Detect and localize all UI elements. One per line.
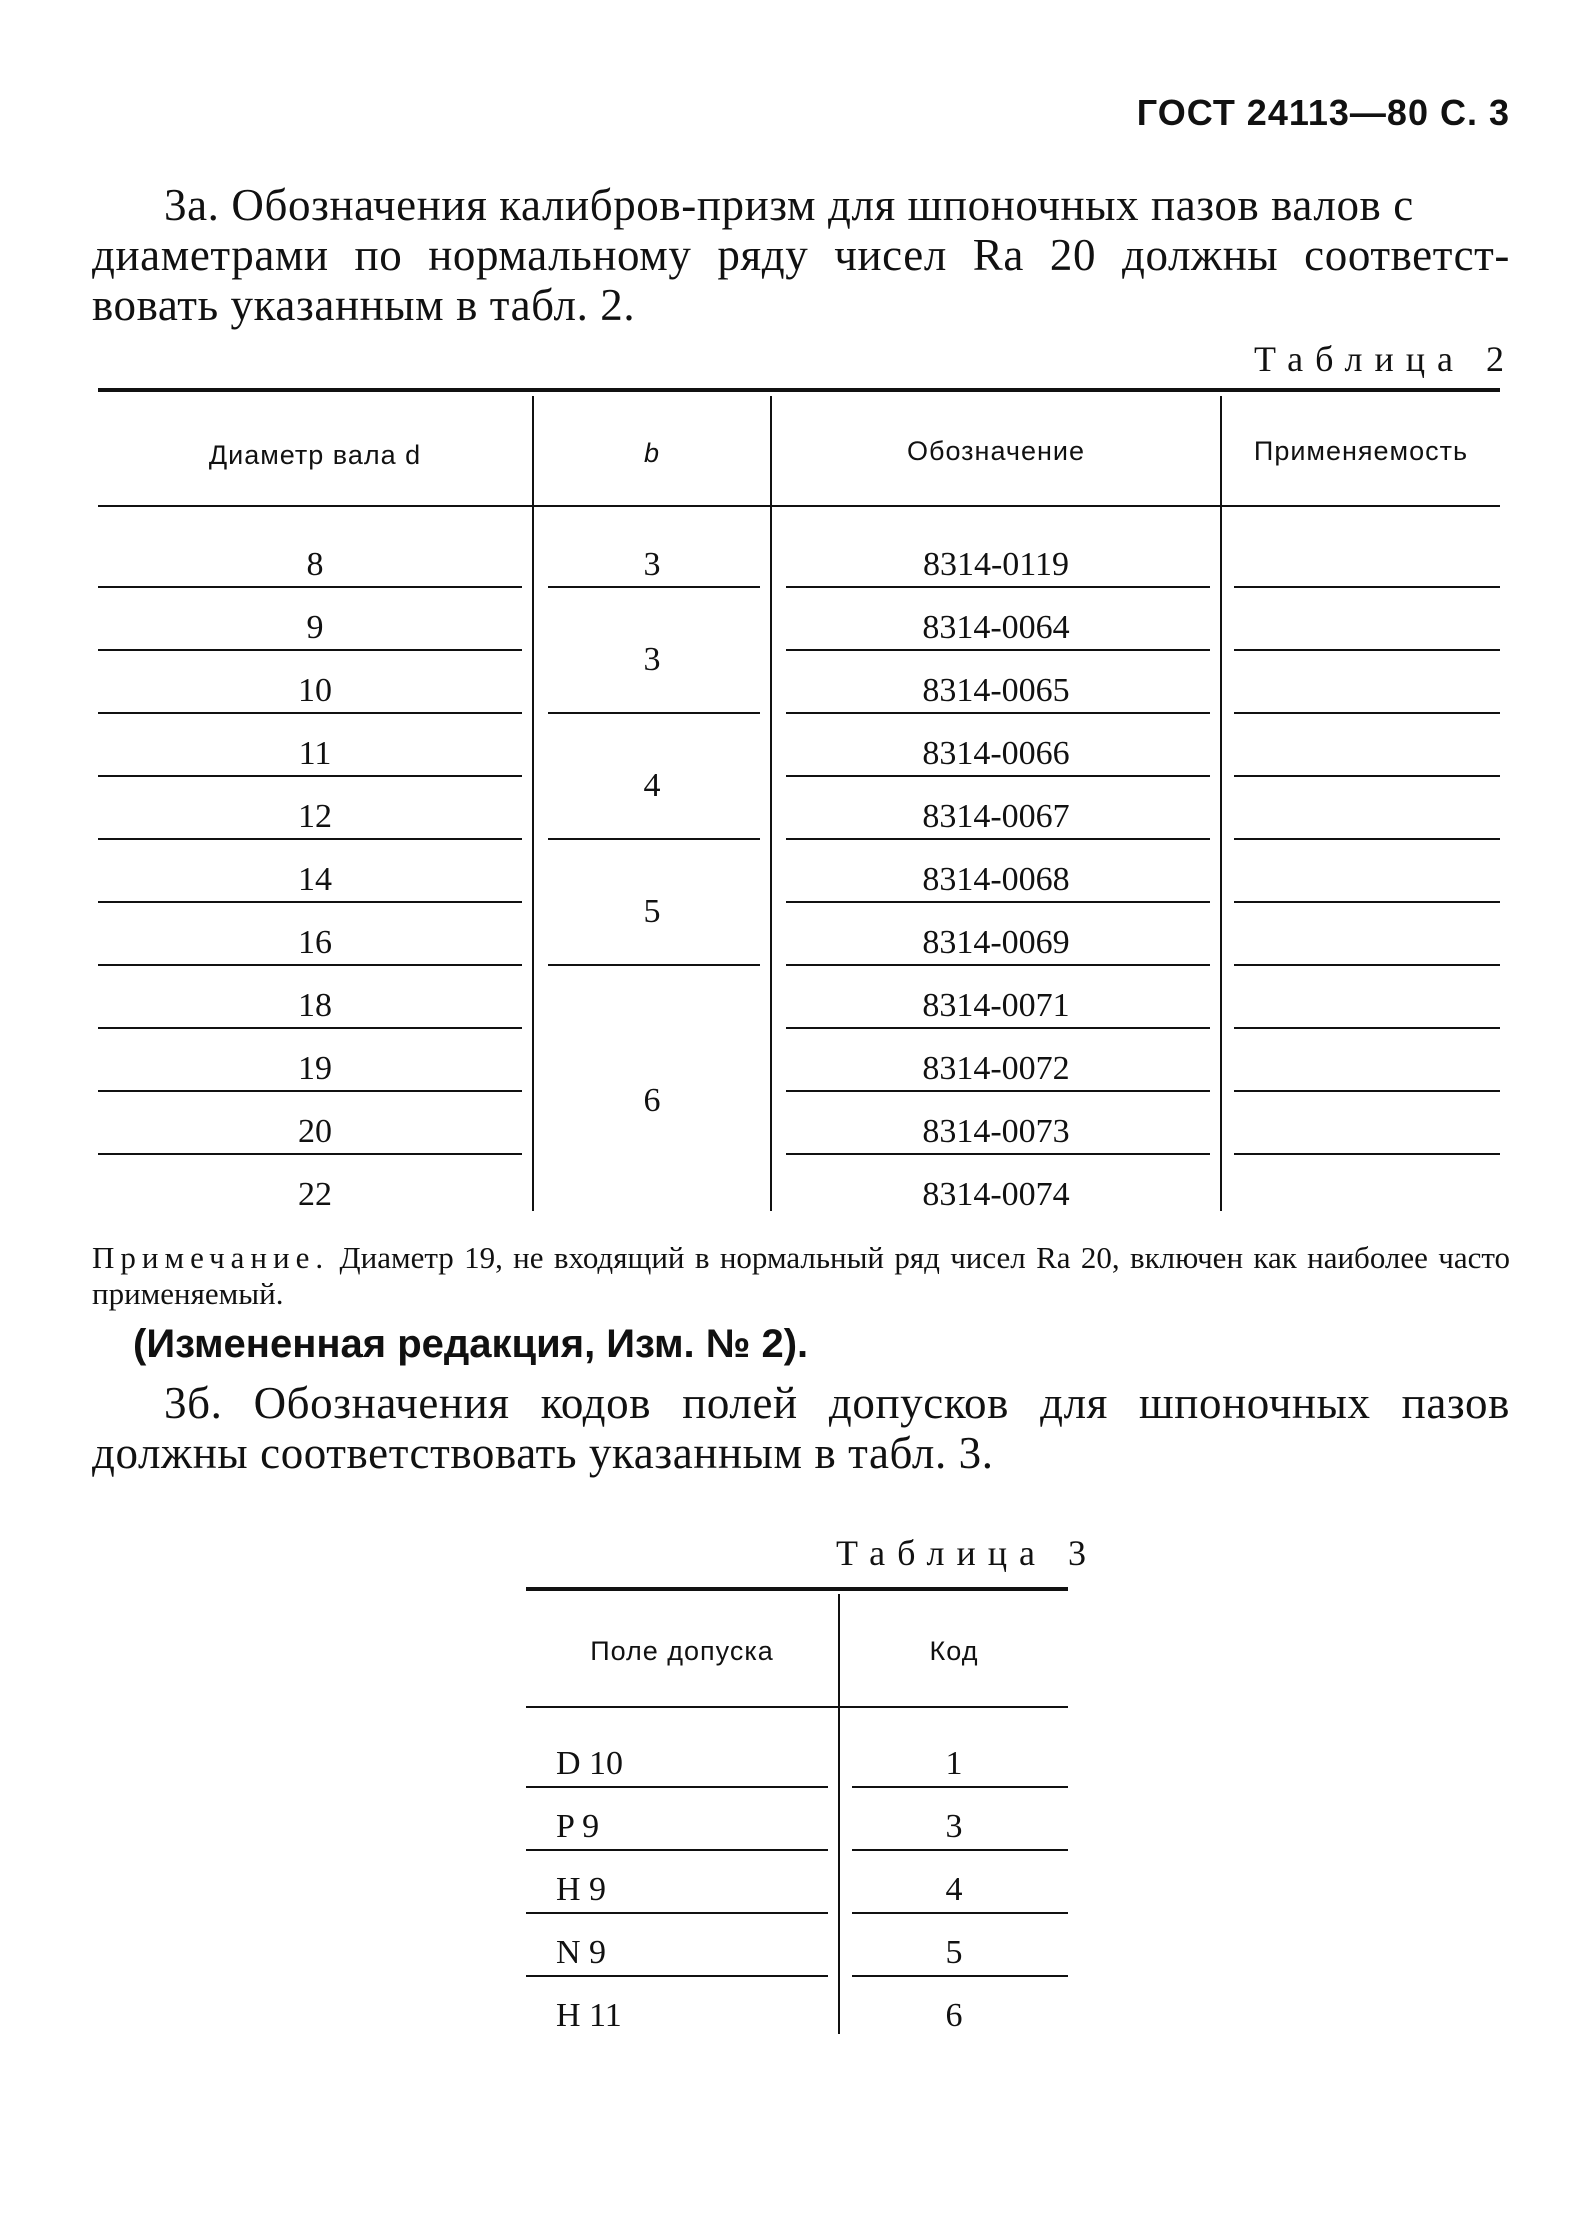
table2-rule-applicability bbox=[1234, 964, 1500, 966]
table3-top-rule bbox=[526, 1587, 1068, 1591]
table3-cell-field-4: H 11 bbox=[556, 1997, 622, 2034]
table2-cell-d-6: 16 bbox=[298, 924, 332, 961]
table2-rule-code bbox=[786, 964, 1210, 966]
table2-cell-b-group-1: 3 bbox=[643, 641, 661, 678]
table3-rule-field bbox=[526, 1912, 828, 1914]
table2-cell-d-7: 18 bbox=[298, 987, 332, 1024]
table2-rule-code bbox=[786, 775, 1210, 777]
table2-rule-b bbox=[548, 838, 760, 840]
table2-cell-code-3: 8314-0066 bbox=[922, 735, 1070, 772]
table2-header-designation: Обозначение bbox=[907, 436, 1085, 466]
table2-rule-code bbox=[786, 649, 1210, 651]
table2-cell-d-0: 8 bbox=[306, 546, 324, 583]
table2-rule-applicability bbox=[1234, 1090, 1500, 1092]
table2-rule-code bbox=[786, 586, 1210, 588]
table2-header-diameter: Диаметр вала d bbox=[208, 440, 422, 470]
table2-rule-d bbox=[98, 775, 522, 777]
table3-rule-field bbox=[526, 1849, 828, 1851]
table2-cell-b-group-3: 5 bbox=[643, 893, 661, 930]
table2-cell-code-9: 8314-0073 bbox=[922, 1113, 1070, 1150]
table2-col-divider-3 bbox=[1220, 396, 1222, 1211]
table2-cell-d-9: 20 bbox=[298, 1113, 332, 1150]
table3-cell-code-4: 6 bbox=[945, 1997, 963, 2034]
revision-notice: (Измененная редакция, Изм. № 2). bbox=[133, 1322, 809, 1366]
table2-cell-code-2: 8314-0065 bbox=[922, 672, 1070, 709]
table2-cell-code-6: 8314-0069 bbox=[922, 924, 1070, 961]
paragraph-3a-line3: вовать указанным в табл. 2. bbox=[92, 280, 636, 330]
table2-header-rule bbox=[98, 505, 1500, 507]
table2-rule-code bbox=[786, 1090, 1210, 1092]
table2-rule-code bbox=[786, 1027, 1210, 1029]
table2-cell-code-8: 8314-0072 bbox=[922, 1050, 1070, 1087]
table2-cell-code-7: 8314-0071 bbox=[922, 987, 1070, 1024]
table3-cell-field-0: D 10 bbox=[556, 1745, 624, 1782]
table2-rule-applicability bbox=[1234, 1027, 1500, 1029]
table3-cell-field-2: H 9 bbox=[556, 1871, 607, 1908]
table3-cell-field-3: N 9 bbox=[556, 1934, 607, 1971]
note-label: Примечание. bbox=[92, 1240, 330, 1275]
table2-cell-b-group-2: 4 bbox=[643, 767, 661, 804]
table2-rule-b bbox=[548, 712, 760, 714]
table2-rule-d bbox=[98, 964, 522, 966]
table2-cell-d-8: 19 bbox=[298, 1050, 332, 1087]
table3-rule-field bbox=[526, 1786, 828, 1788]
table3-header-field: Поле допуска bbox=[590, 1636, 774, 1666]
table2-rule-b bbox=[548, 964, 760, 966]
table2-rule-applicability bbox=[1234, 649, 1500, 651]
table2-rule-applicability bbox=[1234, 901, 1500, 903]
table3-rule-code bbox=[852, 1849, 1068, 1851]
table2-rule-d bbox=[98, 838, 522, 840]
table2-cell-b-group-0: 3 bbox=[643, 546, 661, 583]
paragraph-3a-line1: 3а. Обозначения калибров-призм для шпоночных пазов валов с bbox=[164, 180, 1414, 230]
paragraph-3b-line2: должны соответствовать указанным в табл. 3. bbox=[92, 1428, 994, 1478]
table2-rule-d bbox=[98, 649, 522, 651]
paragraph-3b bbox=[92, 1378, 1510, 1478]
table3-cell-code-1: 3 bbox=[945, 1808, 963, 1845]
table2-rule-d bbox=[98, 712, 522, 714]
table2-header-applicability: Применяемость bbox=[1253, 436, 1469, 466]
table3-header-code: Код bbox=[929, 1636, 979, 1666]
table2-note bbox=[92, 1240, 1510, 1312]
table2-caption: Таблица 2 bbox=[1254, 339, 1516, 379]
table2-rule-applicability bbox=[1234, 1153, 1500, 1155]
table3-cell-code-3: 5 bbox=[945, 1934, 963, 1971]
paragraph-3a-line2: диаметрами по нормальному ряду чисел Ra 20 должны соответст- bbox=[92, 230, 1510, 280]
table2-header-b: b bbox=[643, 438, 661, 468]
paragraph-3a bbox=[92, 180, 1510, 330]
table3-cell-code-2: 4 bbox=[945, 1871, 963, 1908]
table2-rule-b bbox=[548, 586, 760, 588]
table2-cell-b-group-4: 6 bbox=[643, 1082, 661, 1119]
table3-rule-code bbox=[852, 1975, 1068, 1977]
table2-rule-d bbox=[98, 1090, 522, 1092]
table2-cell-code-10: 8314-0074 bbox=[922, 1176, 1070, 1213]
table2-rule-code bbox=[786, 901, 1210, 903]
table2-cell-d-10: 22 bbox=[298, 1176, 332, 1213]
table3-cell-field-1: P 9 bbox=[556, 1808, 600, 1845]
table2-cell-d-1: 9 bbox=[306, 609, 324, 646]
table2-cell-d-5: 14 bbox=[298, 861, 332, 898]
table3-rule-code bbox=[852, 1786, 1068, 1788]
table3-caption: Таблица 3 bbox=[836, 1533, 1098, 1573]
note-text: Диаметр 19, не входящий в нормальный ряд чисел Ra 20, включен как наиболее часто применяемый. bbox=[92, 1240, 1510, 1311]
table2-rule-applicability bbox=[1234, 712, 1500, 714]
table2-cell-d-4: 12 bbox=[298, 798, 332, 835]
table2-rule-d bbox=[98, 1027, 522, 1029]
paragraph-3b-line1: 3б. Обозначения кодов полей допусков для шпоночных пазов bbox=[164, 1378, 1510, 1428]
table2-rule-d bbox=[98, 901, 522, 903]
table2-rule-applicability bbox=[1234, 586, 1500, 588]
table2-rule-applicability bbox=[1234, 838, 1500, 840]
page-header: ГОСТ 24113—80 С. 3 bbox=[1136, 92, 1510, 133]
table2-cell-code-1: 8314-0064 bbox=[922, 609, 1070, 646]
table2-rule-code bbox=[786, 712, 1210, 714]
table2-cell-code-0: 8314-0119 bbox=[922, 546, 1070, 583]
table3-header-rule bbox=[526, 1706, 1068, 1708]
table3-rule-field bbox=[526, 1975, 828, 1977]
table2-rule-code bbox=[786, 838, 1210, 840]
table3-rule-code bbox=[852, 1912, 1068, 1914]
table2-top-rule bbox=[98, 388, 1500, 392]
table2-rule-applicability bbox=[1234, 775, 1500, 777]
table2-cell-d-2: 10 bbox=[298, 672, 332, 709]
table2-cell-code-4: 8314-0067 bbox=[922, 798, 1070, 835]
table3-cell-code-0: 1 bbox=[945, 1745, 963, 1782]
table2-rule-d bbox=[98, 1153, 522, 1155]
table2-cell-d-3: 11 bbox=[298, 735, 332, 772]
table2-rule-d bbox=[98, 586, 522, 588]
table2-rule-code bbox=[786, 1153, 1210, 1155]
table2-cell-code-5: 8314-0068 bbox=[922, 861, 1070, 898]
